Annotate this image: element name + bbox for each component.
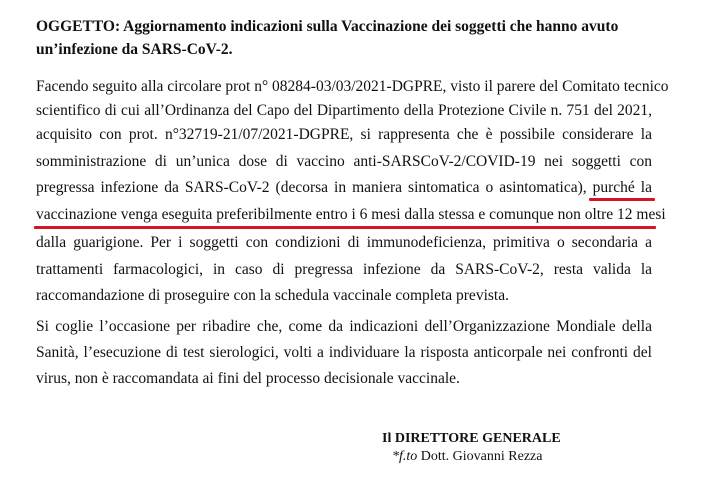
subject-heading bbox=[36, 15, 666, 61]
paragraph1-line-2: scientifico di cui all’Ordinanza del Capo del Dipartimento della Protezione Civile n. 751 del 2021, bbox=[36, 102, 652, 119]
signature-block bbox=[382, 430, 561, 466]
paragraph1-line-3: acquisito con prot. n°32719-21/07/2021-DGPRE, si rappresenta che è possibile considerare la bbox=[36, 126, 652, 143]
highlight-underline-2 bbox=[34, 226, 656, 229]
paragraph1-line-5: pregressa infezione da SARS-CoV-2 (decorsa in maniera sintomatica o asintomatica), purché la bbox=[36, 179, 652, 196]
paragraph1-line-8: trattamenti farmacologici, in caso di pregressa infezione da SARS-CoV-2, resta valida la bbox=[36, 261, 652, 278]
paragraph1-line-4: somministrazione di un’unica dose di vaccino anti-SARSCoV-2/COVID-19 nei soggetti con bbox=[36, 153, 652, 170]
paragraph2-line-3: virus, non è raccomandata ai fini del processo decisionale vaccinale. bbox=[36, 370, 460, 387]
subject-line-2: un’infezione da SARS-CoV-2. bbox=[36, 41, 233, 58]
signature-prefix: *f.to bbox=[392, 449, 418, 464]
subject-line-1 bbox=[36, 15, 666, 38]
paragraph1-line-6: vaccinazione venga eseguita preferibilmente entro i 6 mesi dalla stessa e comunque non oltre 12 mesi bbox=[36, 206, 666, 223]
paragraph1-line-7: dalla guarigione. Per i soggetti con condizioni di immunodeficienza, primitiva o secondaria a bbox=[36, 234, 652, 251]
signature-name-line bbox=[382, 448, 561, 466]
signature-title: Il DIRETTORE GENERALE bbox=[382, 431, 561, 446]
paragraph1-line-1: Facendo seguito alla circolare prot n° 08284-03/03/2021-DGPRE, visto il parere del Comitato tecnico bbox=[36, 78, 669, 95]
subject-label: OGGETTO: bbox=[36, 18, 121, 35]
paragraph2-line-2: Sanità, l’esecuzione di test sierologici, volti a individuare la risposta anticorpale nei confronti del bbox=[36, 344, 652, 361]
paragraph2-line-1: Si coglie l’occasione per ribadire che, come da indicazioni dell’Organizzazione Mondiale della bbox=[36, 318, 652, 335]
paragraph1-line-9: raccomandazione di proseguire con la schedula vaccinale completa prevista. bbox=[36, 287, 509, 304]
signature-name: Dott. Giovanni Rezza bbox=[420, 449, 543, 464]
highlight-underline-1 bbox=[589, 198, 655, 201]
subject-text-1: Aggiornamento indicazioni sulla Vaccinazione dei soggetti che hanno avuto bbox=[123, 18, 619, 35]
